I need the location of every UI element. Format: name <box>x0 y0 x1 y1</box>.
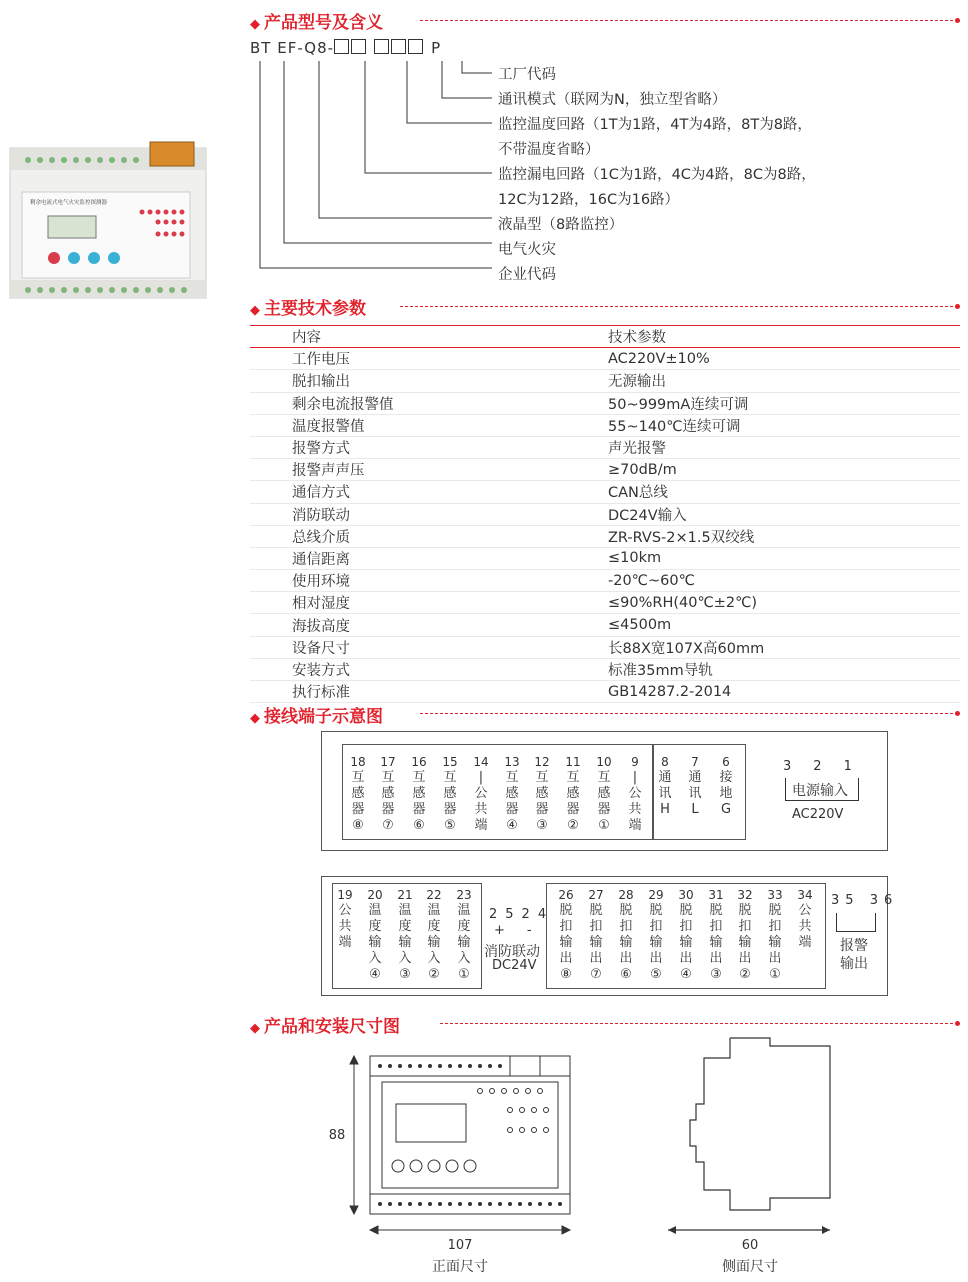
diamond-icon: ◆ <box>250 17 260 32</box>
alarm-num: 35 <box>831 893 860 908</box>
terminal-number: 28 <box>618 888 634 902</box>
section-title-text: 主要技术参数 <box>264 299 366 319</box>
explain-factory: 工厂代码 <box>498 67 556 83</box>
terminal-char: ① <box>458 967 470 982</box>
terminal-column <box>764 887 786 983</box>
terminal-number: 34 <box>797 888 813 902</box>
table-row <box>250 592 960 614</box>
terminal-char: 互 <box>412 770 426 785</box>
explain-leak-2: 12C为12路，16C为16路） <box>498 192 680 208</box>
dim-side-width-label: 60 <box>741 1238 759 1253</box>
param-value-cell: 55~140℃连续可调 <box>522 414 960 436</box>
terminal-char: 输 <box>768 935 782 950</box>
terminal-char: 出 <box>649 951 663 966</box>
fire-voltage: DC24V <box>492 958 537 973</box>
power-num: 3 <box>783 759 814 774</box>
terminal-number: 22 <box>426 888 442 902</box>
terminal-char: 共 <box>474 802 488 817</box>
param-value-cell: GB14287.2-2014 <box>522 681 960 703</box>
alarm-label-1: 报警 <box>840 938 868 954</box>
terminal-char: 通 <box>658 770 672 785</box>
terminal-char: ① <box>598 818 610 833</box>
terminal-char: 脱 <box>649 903 663 918</box>
terminal-char: 输 <box>559 935 573 950</box>
diamond-icon: ◆ <box>250 1021 260 1036</box>
param-name-cell: 使用环境 <box>250 570 522 592</box>
explain-company: 企业代码 <box>498 267 556 283</box>
terminal-char: 感 <box>443 786 457 801</box>
terminal-char: ② <box>739 967 751 982</box>
terminal-column <box>453 887 475 983</box>
terminal-char: 共 <box>628 802 642 817</box>
terminal-char: 共 <box>798 919 812 934</box>
table-row <box>250 570 960 592</box>
side-view-drawing <box>660 1030 840 1240</box>
terminal-char: 端 <box>628 818 642 833</box>
terminal-char: 感 <box>351 786 365 801</box>
terminal-column <box>675 887 697 983</box>
table-row <box>250 681 960 703</box>
terminal-char: 公 <box>474 786 488 801</box>
fire-num: 24 <box>521 907 555 922</box>
terminal-number: 32 <box>737 888 753 902</box>
dim-front-width-label: 107 <box>447 1238 473 1253</box>
terminal-column <box>470 754 492 834</box>
terminal-column <box>334 887 356 951</box>
terminal-char: 端 <box>338 935 352 950</box>
explain-comm: 通讯模式（联网为N，独立型省略） <box>498 92 727 108</box>
section-dot <box>955 304 960 309</box>
table-row <box>250 525 960 547</box>
terminal-column <box>585 887 607 983</box>
header-cell: 内容 <box>250 326 522 348</box>
terminal-char: 器 <box>505 802 519 817</box>
terminal-char: 互 <box>351 770 365 785</box>
section-title-wiring <box>250 702 383 726</box>
terminal-char: 输 <box>679 935 693 950</box>
terminal-char: 入 <box>457 951 471 966</box>
terminal-number: 27 <box>588 888 604 902</box>
section-title-text: 接线端子示意图 <box>264 707 383 727</box>
terminal-char: 感 <box>535 786 549 801</box>
fire-terminal-numbers <box>489 907 554 922</box>
terminal-char: 讯 <box>658 786 672 801</box>
param-value-cell: AC220V±10% <box>522 348 960 370</box>
terminal-char: 出 <box>589 951 603 966</box>
terminal-char: 温 <box>457 903 471 918</box>
table-row <box>250 503 960 525</box>
terminal-column <box>364 887 386 983</box>
param-name-cell: 工作电压 <box>250 348 522 370</box>
terminal-char: 感 <box>381 786 395 801</box>
terminal-char: 脱 <box>559 903 573 918</box>
terminal-column <box>705 887 727 983</box>
param-value-cell: ≤10km <box>522 547 960 569</box>
section-dot <box>955 18 960 23</box>
terminal-char: L <box>691 802 699 817</box>
terminal-char: 互 <box>597 770 611 785</box>
terminal-column <box>377 754 399 834</box>
param-value-cell: CAN总线 <box>522 481 960 503</box>
explain-fire: 电气火灾 <box>498 242 556 258</box>
terminal-column <box>531 754 553 834</box>
section-title-dimensions <box>250 1012 400 1036</box>
terminal-char: 输 <box>368 935 382 950</box>
section-divider <box>420 20 958 21</box>
terminal-char: ④ <box>369 967 381 982</box>
terminal-number: 8 <box>661 755 669 769</box>
power-num: 2 <box>813 759 844 774</box>
param-name-cell: 设备尺寸 <box>250 636 522 658</box>
terminal-char: 脱 <box>589 903 603 918</box>
table-row <box>250 614 960 636</box>
param-value-cell: ZR-RVS-2×1.5双绞线 <box>522 525 960 547</box>
param-value-cell: 声光报警 <box>522 436 960 458</box>
fire-sign: - <box>526 923 554 938</box>
fire-label: 消防联动 <box>484 944 540 960</box>
terminal-char: 扣 <box>738 919 752 934</box>
terminal-column <box>654 754 676 818</box>
terminal-char: 器 <box>566 802 580 817</box>
terminal-char: 输 <box>738 935 752 950</box>
terminal-char: 输 <box>709 935 723 950</box>
terminal-char: ⑤ <box>444 818 456 833</box>
param-value-cell: -20℃~60℃ <box>522 570 960 592</box>
terminal-char: 扣 <box>589 919 603 934</box>
fire-num: 25 <box>489 907 522 922</box>
explain-lcd: 液晶型（8路监控） <box>498 217 624 233</box>
table-row <box>250 658 960 680</box>
terminal-column <box>394 887 416 983</box>
terminal-char: 度 <box>398 919 412 934</box>
terminal-char: 互 <box>505 770 519 785</box>
terminal-char: 端 <box>798 935 812 950</box>
terminal-number: 10 <box>596 755 612 769</box>
fire-sign: + <box>494 923 527 938</box>
terminal-char: 器 <box>412 802 426 817</box>
terminal-char: 输 <box>589 935 603 950</box>
terminal-char: 温 <box>427 903 441 918</box>
terminal-block-bottom <box>321 876 899 996</box>
terminal-char: H <box>660 802 670 817</box>
terminal-char: 扣 <box>768 919 782 934</box>
terminal-column <box>555 887 577 983</box>
alarm-terminal-numbers <box>831 893 898 908</box>
param-name-cell: 相对湿度 <box>250 592 522 614</box>
param-name-cell: 通信距离 <box>250 547 522 569</box>
fire-signs <box>494 923 554 938</box>
terminal-char: ⑥ <box>413 818 425 833</box>
terminal-char: 出 <box>679 951 693 966</box>
terminal-column <box>684 754 706 818</box>
section-divider <box>440 1023 958 1024</box>
terminal-char: 端 <box>474 818 488 833</box>
terminal-char: ④ <box>680 967 692 982</box>
terminal-char: 出 <box>709 951 723 966</box>
table-row <box>250 370 960 392</box>
terminal-char: 互 <box>566 770 580 785</box>
terminal-char: 脱 <box>619 903 633 918</box>
param-value-cell: 无源输出 <box>522 370 960 392</box>
terminal-char: 感 <box>566 786 580 801</box>
terminal-char: 公 <box>798 903 812 918</box>
dim-side-caption: 侧面尺寸 <box>722 1259 778 1275</box>
dim-height-label: 88 <box>328 1128 346 1143</box>
table-row <box>250 392 960 414</box>
model-code-prefix: BT EF-Q8- <box>250 39 335 57</box>
terminal-char: ⑥ <box>620 967 632 982</box>
terminal-char: 扣 <box>709 919 723 934</box>
terminal-char: 出 <box>768 951 782 966</box>
terminal-char: 输 <box>427 935 441 950</box>
terminal-char: ③ <box>536 818 548 833</box>
terminal-char: 扣 <box>679 919 693 934</box>
terminal-number: 14 <box>473 755 489 769</box>
param-name-cell: 总线介质 <box>250 525 522 547</box>
model-code-suffix: P <box>431 39 442 57</box>
model-explanations <box>498 63 816 288</box>
diamond-icon: ◆ <box>250 303 260 318</box>
terminal-char: 感 <box>597 786 611 801</box>
param-name-cell: 海拔高度 <box>250 614 522 636</box>
alarm-bracket <box>836 913 876 932</box>
terminal-char: 出 <box>559 951 573 966</box>
param-name-cell: 通信方式 <box>250 481 522 503</box>
section-title-text: 产品型号及含义 <box>264 13 383 33</box>
terminal-char: 脱 <box>679 903 693 918</box>
terminal-number: 7 <box>691 755 699 769</box>
terminal-char: 入 <box>368 951 382 966</box>
param-name-cell: 温度报警值 <box>250 414 522 436</box>
terminal-char: 入 <box>398 951 412 966</box>
terminal-column <box>734 887 756 983</box>
section-title-text: 产品和安装尺寸图 <box>264 1017 400 1037</box>
terminal-column <box>439 754 461 834</box>
code-box <box>391 39 406 54</box>
terminal-char: 感 <box>505 786 519 801</box>
explain-leak: 监控漏电回路（1C为1路，4C为4路，8C为8路， <box>498 167 816 183</box>
terminal-char: 度 <box>368 919 382 934</box>
diamond-icon: ◆ <box>250 711 260 726</box>
table-row <box>250 636 960 658</box>
terminal-char: 度 <box>427 919 441 934</box>
terminal-char: 输 <box>619 935 633 950</box>
table-row <box>250 348 960 370</box>
terminal-number: 19 <box>337 888 353 902</box>
terminal-char: 出 <box>619 951 633 966</box>
terminal-char: ② <box>567 818 579 833</box>
table-header-row <box>250 326 960 348</box>
params-table <box>250 325 960 703</box>
terminal-char: 讯 <box>688 786 702 801</box>
code-box <box>374 39 389 54</box>
terminal-number: 33 <box>767 888 783 902</box>
terminal-number: 23 <box>456 888 472 902</box>
param-name-cell: 报警声声压 <box>250 459 522 481</box>
param-value-cell: 标准35mm导轨 <box>522 658 960 680</box>
dim-front-caption: 正面尺寸 <box>432 1259 488 1275</box>
terminal-char: 互 <box>535 770 549 785</box>
param-name-cell: 报警方式 <box>250 436 522 458</box>
param-value-cell: 50~999mA连续可调 <box>522 392 960 414</box>
terminal-char: 扣 <box>619 919 633 934</box>
terminal-char: 扣 <box>559 919 573 934</box>
section-divider <box>400 306 958 307</box>
terminal-char: | <box>632 770 638 785</box>
header-cell: 技术参数 <box>522 326 960 348</box>
product-photo <box>8 140 208 305</box>
code-box <box>334 39 349 54</box>
device-label: 剩余电流式电气火灾监控探测器 <box>30 200 108 206</box>
terminal-number: 21 <box>397 888 413 902</box>
alarm-num: 36 <box>869 893 899 908</box>
terminal-column <box>423 887 445 983</box>
terminal-number: 29 <box>648 888 664 902</box>
terminal-number: 20 <box>367 888 383 902</box>
power-label: 电源输入 <box>792 783 848 799</box>
terminal-char: 器 <box>351 802 365 817</box>
param-name-cell: 安装方式 <box>250 658 522 680</box>
table-row <box>250 547 960 569</box>
terminal-number: 16 <box>411 755 427 769</box>
terminal-char: ⑦ <box>382 818 394 833</box>
table-row <box>250 481 960 503</box>
terminal-char: 地 <box>719 786 733 801</box>
terminal-char: 公 <box>628 786 642 801</box>
terminal-char: 器 <box>535 802 549 817</box>
terminal-char: ③ <box>399 967 411 982</box>
terminal-char: ⑧ <box>352 818 364 833</box>
terminal-char: 感 <box>412 786 426 801</box>
terminal-char: 器 <box>597 802 611 817</box>
terminal-column <box>615 887 637 983</box>
terminal-column <box>715 754 737 818</box>
terminal-char: ① <box>769 967 781 982</box>
section-dot <box>955 1021 960 1026</box>
terminal-char: 脱 <box>709 903 723 918</box>
terminal-char: 出 <box>738 951 752 966</box>
param-name-cell: 脱扣输出 <box>250 370 522 392</box>
param-value-cell: ≤90%RH(40℃±2℃) <box>522 592 960 614</box>
terminal-char: 公 <box>338 903 352 918</box>
terminal-char: 输 <box>398 935 412 950</box>
terminal-number: 6 <box>722 755 730 769</box>
terminal-char: 输 <box>649 935 663 950</box>
terminal-char: 温 <box>398 903 412 918</box>
section-dot <box>955 711 960 716</box>
terminal-number: 9 <box>631 755 639 769</box>
terminal-char: | <box>478 770 484 785</box>
param-value-cell: 长88X宽107X高60mm <box>522 636 960 658</box>
alarm-label-2: 输出 <box>840 956 868 972</box>
param-name-cell: 执行标准 <box>250 681 522 703</box>
section-title-params <box>250 294 366 318</box>
param-value-cell: ≤4500m <box>522 614 960 636</box>
terminal-number: 17 <box>380 755 396 769</box>
terminal-char: 脱 <box>738 903 752 918</box>
terminal-char: 接 <box>719 770 733 785</box>
table-row <box>250 436 960 458</box>
terminal-number: 31 <box>708 888 724 902</box>
terminal-number: 15 <box>442 755 458 769</box>
model-tree-lines <box>250 55 500 285</box>
terminal-char: 通 <box>688 770 702 785</box>
power-num: 1 <box>843 759 874 774</box>
terminal-column <box>408 754 430 834</box>
code-box <box>408 39 423 54</box>
terminal-char: 脱 <box>768 903 782 918</box>
terminal-char: 温 <box>368 903 382 918</box>
terminal-char: 互 <box>443 770 457 785</box>
explain-temp: 监控温度回路（1T为1路，4T为4路，8T为8路， <box>498 117 812 133</box>
section-title-model <box>250 8 383 32</box>
terminal-char: 互 <box>381 770 395 785</box>
terminal-char: ⑧ <box>560 967 572 982</box>
terminal-column <box>624 754 646 834</box>
terminal-column <box>562 754 584 834</box>
power-terminal-numbers <box>783 759 874 774</box>
table-row <box>250 414 960 436</box>
terminal-column <box>645 887 667 983</box>
terminal-char: G <box>720 802 732 817</box>
terminal-number: 12 <box>534 755 550 769</box>
terminal-char: ② <box>428 967 440 982</box>
terminal-char: ④ <box>506 818 518 833</box>
terminal-column <box>593 754 615 834</box>
terminal-char: ⑦ <box>590 967 602 982</box>
code-box <box>351 39 366 54</box>
param-name-cell: 剩余电流报警值 <box>250 392 522 414</box>
section-divider <box>420 713 958 714</box>
terminal-number: 26 <box>558 888 574 902</box>
front-view-drawing <box>340 1050 590 1240</box>
terminal-number: 11 <box>565 755 581 769</box>
terminal-number: 13 <box>504 755 520 769</box>
explain-temp-2: 不带温度省略） <box>498 142 600 158</box>
table-row <box>250 459 960 481</box>
terminal-char: 扣 <box>649 919 663 934</box>
terminal-char: 入 <box>427 951 441 966</box>
terminal-char: 器 <box>381 802 395 817</box>
terminal-char: 器 <box>443 802 457 817</box>
terminal-number: 30 <box>678 888 694 902</box>
terminal-column <box>347 754 369 834</box>
terminal-char: ③ <box>710 967 722 982</box>
param-name-cell: 消防联动 <box>250 503 522 525</box>
terminal-char: ⑤ <box>650 967 662 982</box>
terminal-column <box>794 887 816 951</box>
terminal-column <box>501 754 523 834</box>
param-value-cell: ≥70dB/m <box>522 459 960 481</box>
terminal-char: 度 <box>457 919 471 934</box>
power-voltage: AC220V <box>792 807 844 822</box>
terminal-number: 18 <box>350 755 366 769</box>
terminal-char: 输 <box>457 935 471 950</box>
param-value-cell: DC24V输入 <box>522 503 960 525</box>
terminal-block-top <box>321 731 888 851</box>
terminal-char: 共 <box>338 919 352 934</box>
